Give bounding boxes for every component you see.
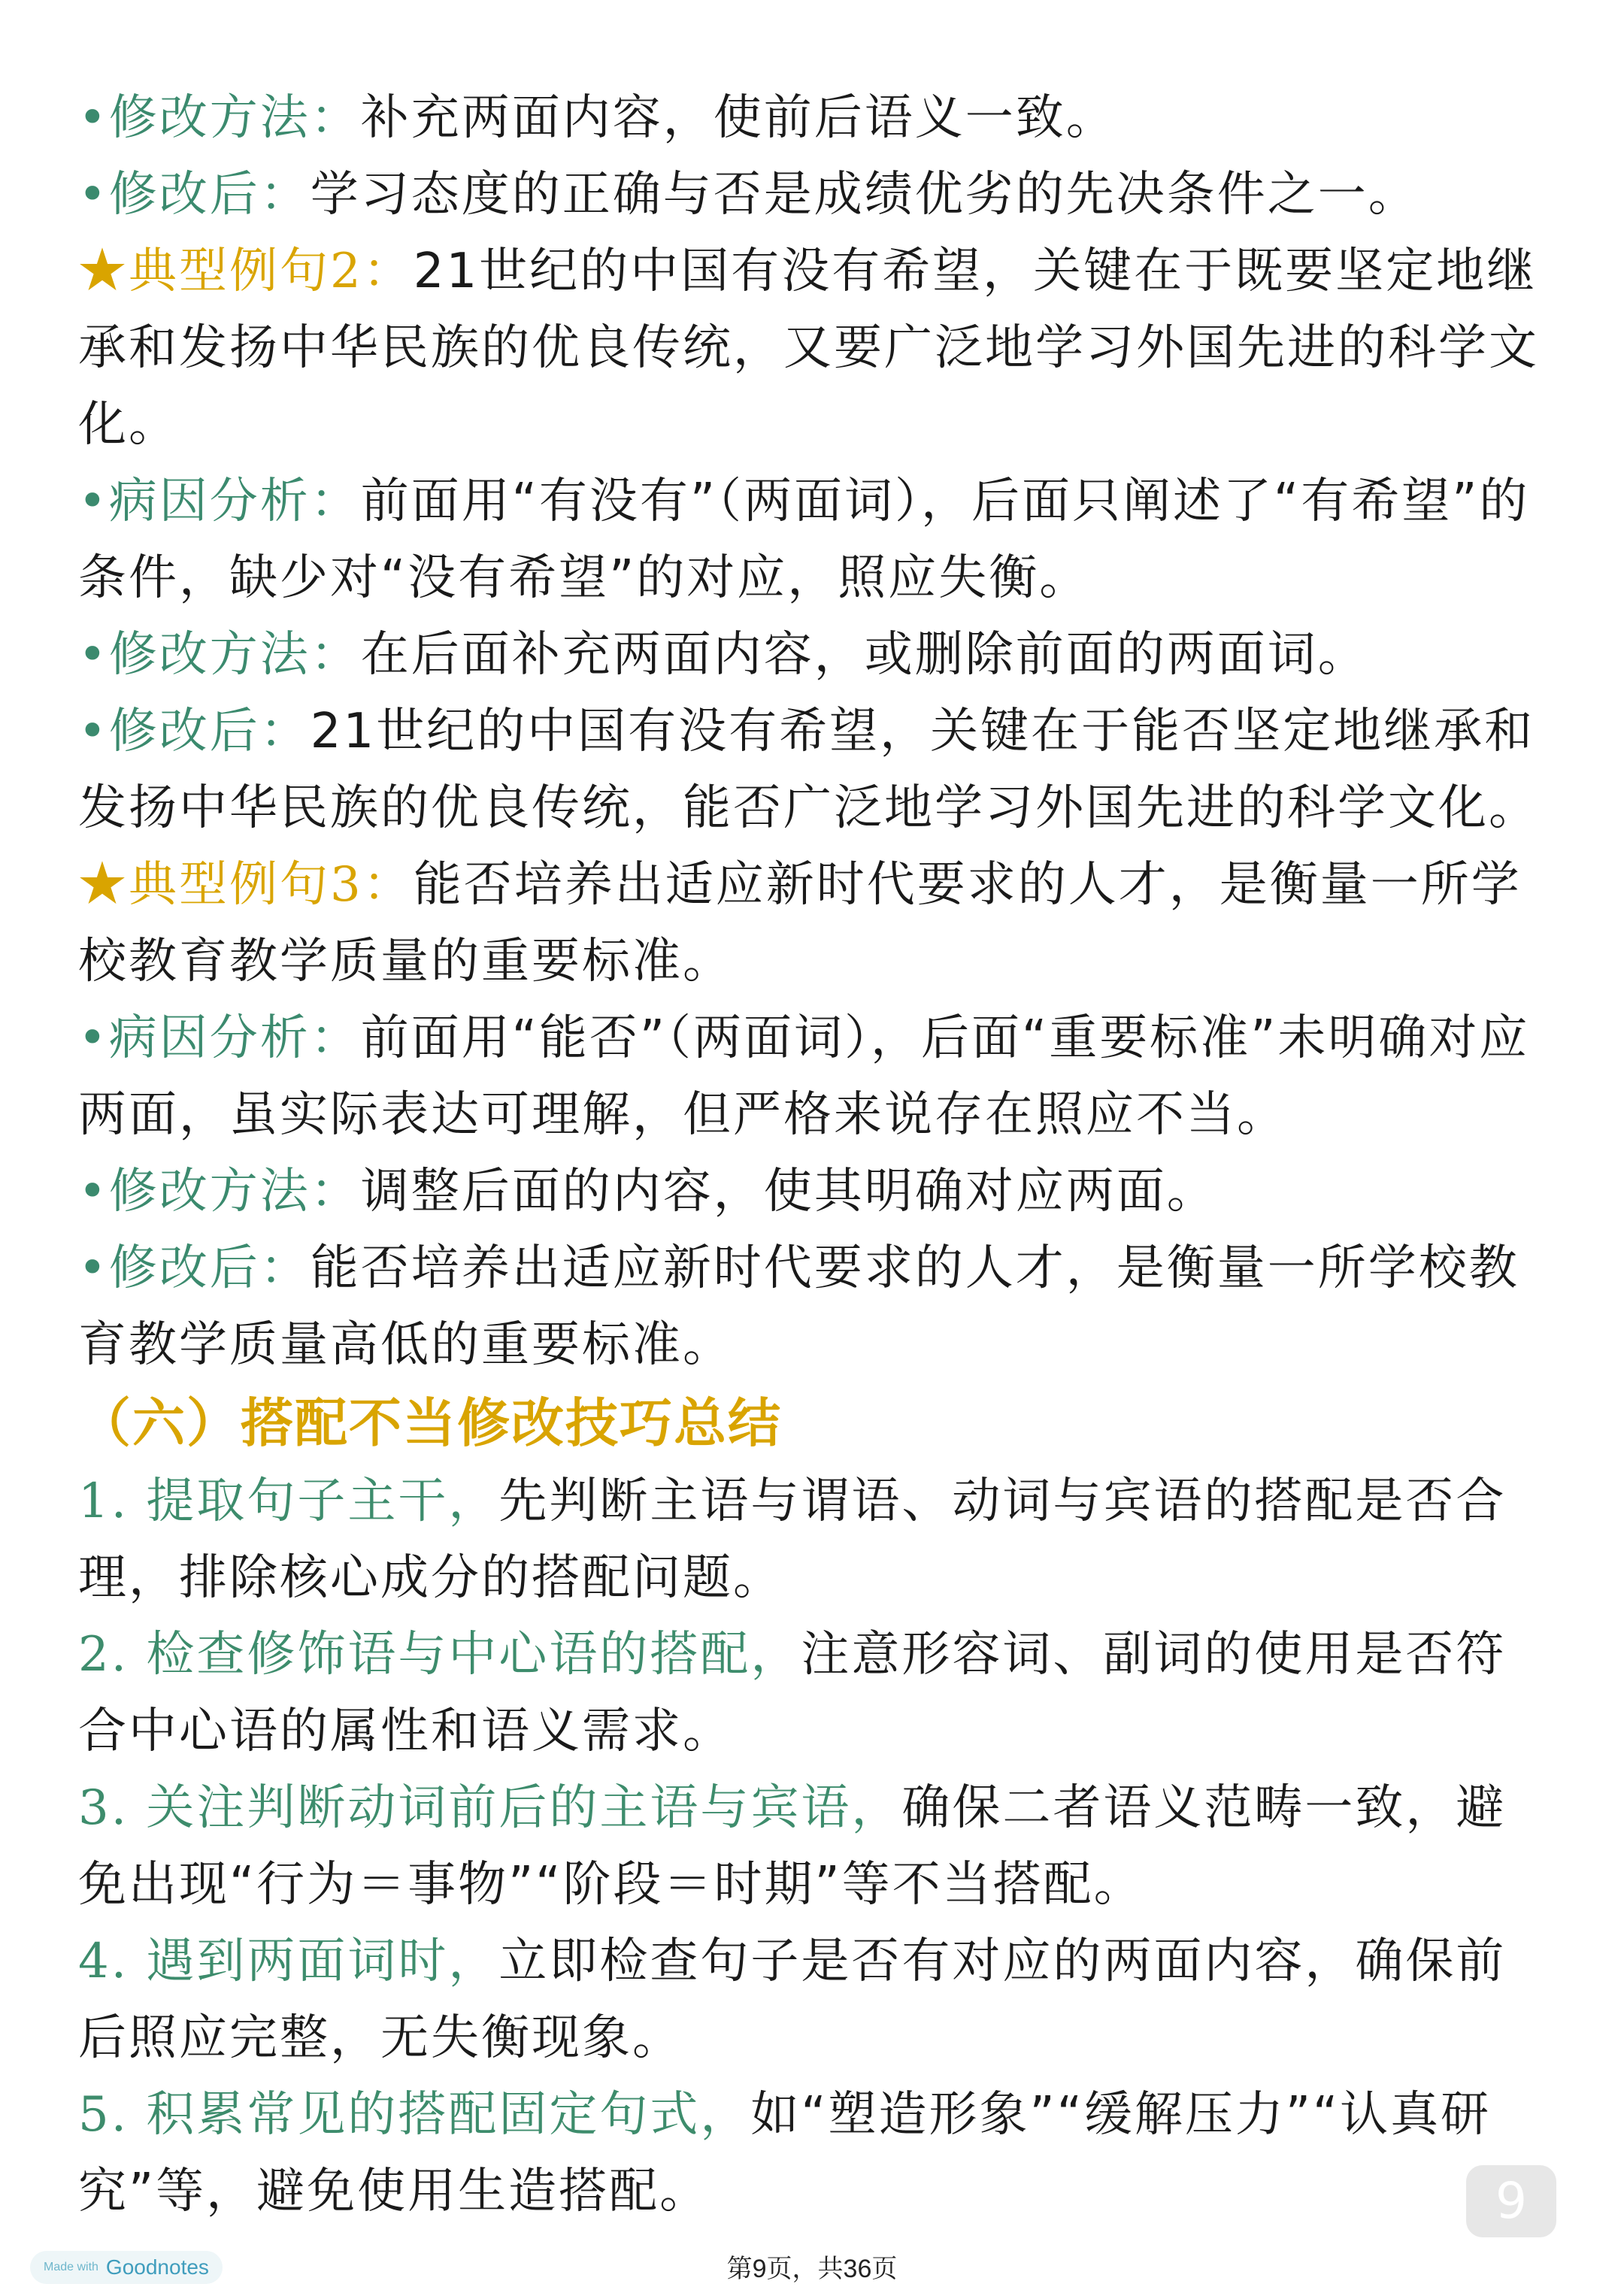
paragraph-example-3 [78, 847, 1556, 1000]
tip-text: 确保二者语义范畴一致，避免出现“行为＝事物”“阶段＝时期”等不当搭配。 [78, 1780, 1507, 1913]
paragraph-revised-1 [78, 156, 1556, 233]
label-cause-analysis: •病因分析： [78, 474, 361, 529]
paragraph-text: 能否培养出适应新时代要求的人才，是衡量一所学校教育教学质量高低的重要标准。 [78, 1240, 1519, 1373]
paragraph-revised-3 [78, 1230, 1556, 1383]
tip-label: 5. 积累常见的搭配固定句式， [78, 2087, 751, 2143]
label-fix-method: •修改方法： [78, 90, 361, 146]
paragraph-example-2 [78, 233, 1556, 463]
paragraph-cause-analysis-2 [78, 463, 1556, 616]
label-example: ★典型例句3： [78, 857, 414, 913]
label-revised: •修改后： [78, 167, 311, 223]
watermark-made-with: Made with [44, 2261, 98, 2273]
label-fix-method: •修改方法： [78, 627, 361, 683]
tip-item-1 [78, 1463, 1556, 1616]
content [78, 80, 1556, 2230]
paragraph-text: 前面用“有没有”（两面词），后面只阐述了“有希望”的条件，缺少对“没有希望”的对应，照应失衡。 [78, 474, 1530, 606]
section-title: （六）搭配不当修改技巧总结 [78, 1392, 782, 1454]
paragraph-text: 21世纪的中国有没有希望，关键在于既要坚定地继承和发扬中华民族的优良传统，又要广泛地学习外国先进的科学文化。 [78, 244, 1539, 453]
label-revised: •修改后： [78, 704, 311, 759]
paragraph-text: 在后面补充两面内容，或删除前面的两面词。 [360, 627, 1368, 683]
paragraph-text: 前面用“能否”（两面词），后面“重要标准”未明确对应两面，虽实际表达可理解，但严格来说存在照应不当。 [78, 1010, 1530, 1143]
watermark-brand: Goodnotes [105, 2255, 209, 2279]
paragraph-text: 调整后面的内容，使其明确对应两面。 [360, 1164, 1217, 1219]
paragraph-revised-2 [78, 693, 1556, 847]
label-example: ★典型例句2： [78, 244, 414, 299]
paragraph-fix-method-1 [78, 80, 1556, 156]
paragraph-fix-method-2 [78, 616, 1556, 693]
paragraph-text: 补充两面内容，使前后语义一致。 [360, 90, 1116, 146]
label-cause-analysis: •病因分析： [78, 1010, 361, 1066]
tip-label: 3. 关注判断动词前后的主语与宾语， [78, 1780, 902, 1836]
label-fix-method: •修改方法： [78, 1164, 361, 1219]
paragraph-cause-analysis-3 [78, 1000, 1556, 1153]
tip-item-3 [78, 1770, 1556, 1923]
tip-item-5 [78, 2076, 1556, 2230]
tip-label: 1. 提取句子主干， [78, 1474, 499, 1529]
tip-item-4 [78, 1923, 1556, 2076]
paragraph-text: 学习态度的正确与否是成绩优劣的先决条件之一。 [310, 167, 1419, 223]
paragraph-text: 21世纪的中国有没有希望，关键在于能否坚定地继承和发扬中华民族的优良传统，能否广泛地学习外国先进的科学文化。 [78, 704, 1539, 836]
page-number-badge: 9 [1466, 2165, 1556, 2237]
paragraph-fix-method-3 [78, 1153, 1556, 1230]
tip-text: 如“塑造形象”“缓解压力”“认真研究”等，避免使用生造搭配。 [78, 2087, 1492, 2219]
page-footer: 第9页，共36页 [726, 2255, 898, 2283]
label-revised: •修改后： [78, 1240, 311, 1296]
tip-label: 2. 检查修饰语与中心语的搭配， [78, 1627, 801, 1683]
tip-item-2 [78, 1616, 1556, 1770]
tip-text: 先判断主语与谓语、动词与宾语的搭配是否合理，排除核心成分的搭配问题。 [78, 1474, 1507, 1606]
tip-label: 4. 遇到两面词时， [78, 1934, 499, 1989]
tip-text: 立即检查句子是否有对应的两面内容，确保前后照应完整，无失衡现象。 [78, 1934, 1507, 2066]
paragraph-text: 能否培养出适应新时代要求的人才，是衡量一所学校教育教学质量的重要标准。 [78, 857, 1522, 989]
tip-text: 注意形容词、副词的使用是否符合中心语的属性和语义需求。 [78, 1627, 1507, 1759]
